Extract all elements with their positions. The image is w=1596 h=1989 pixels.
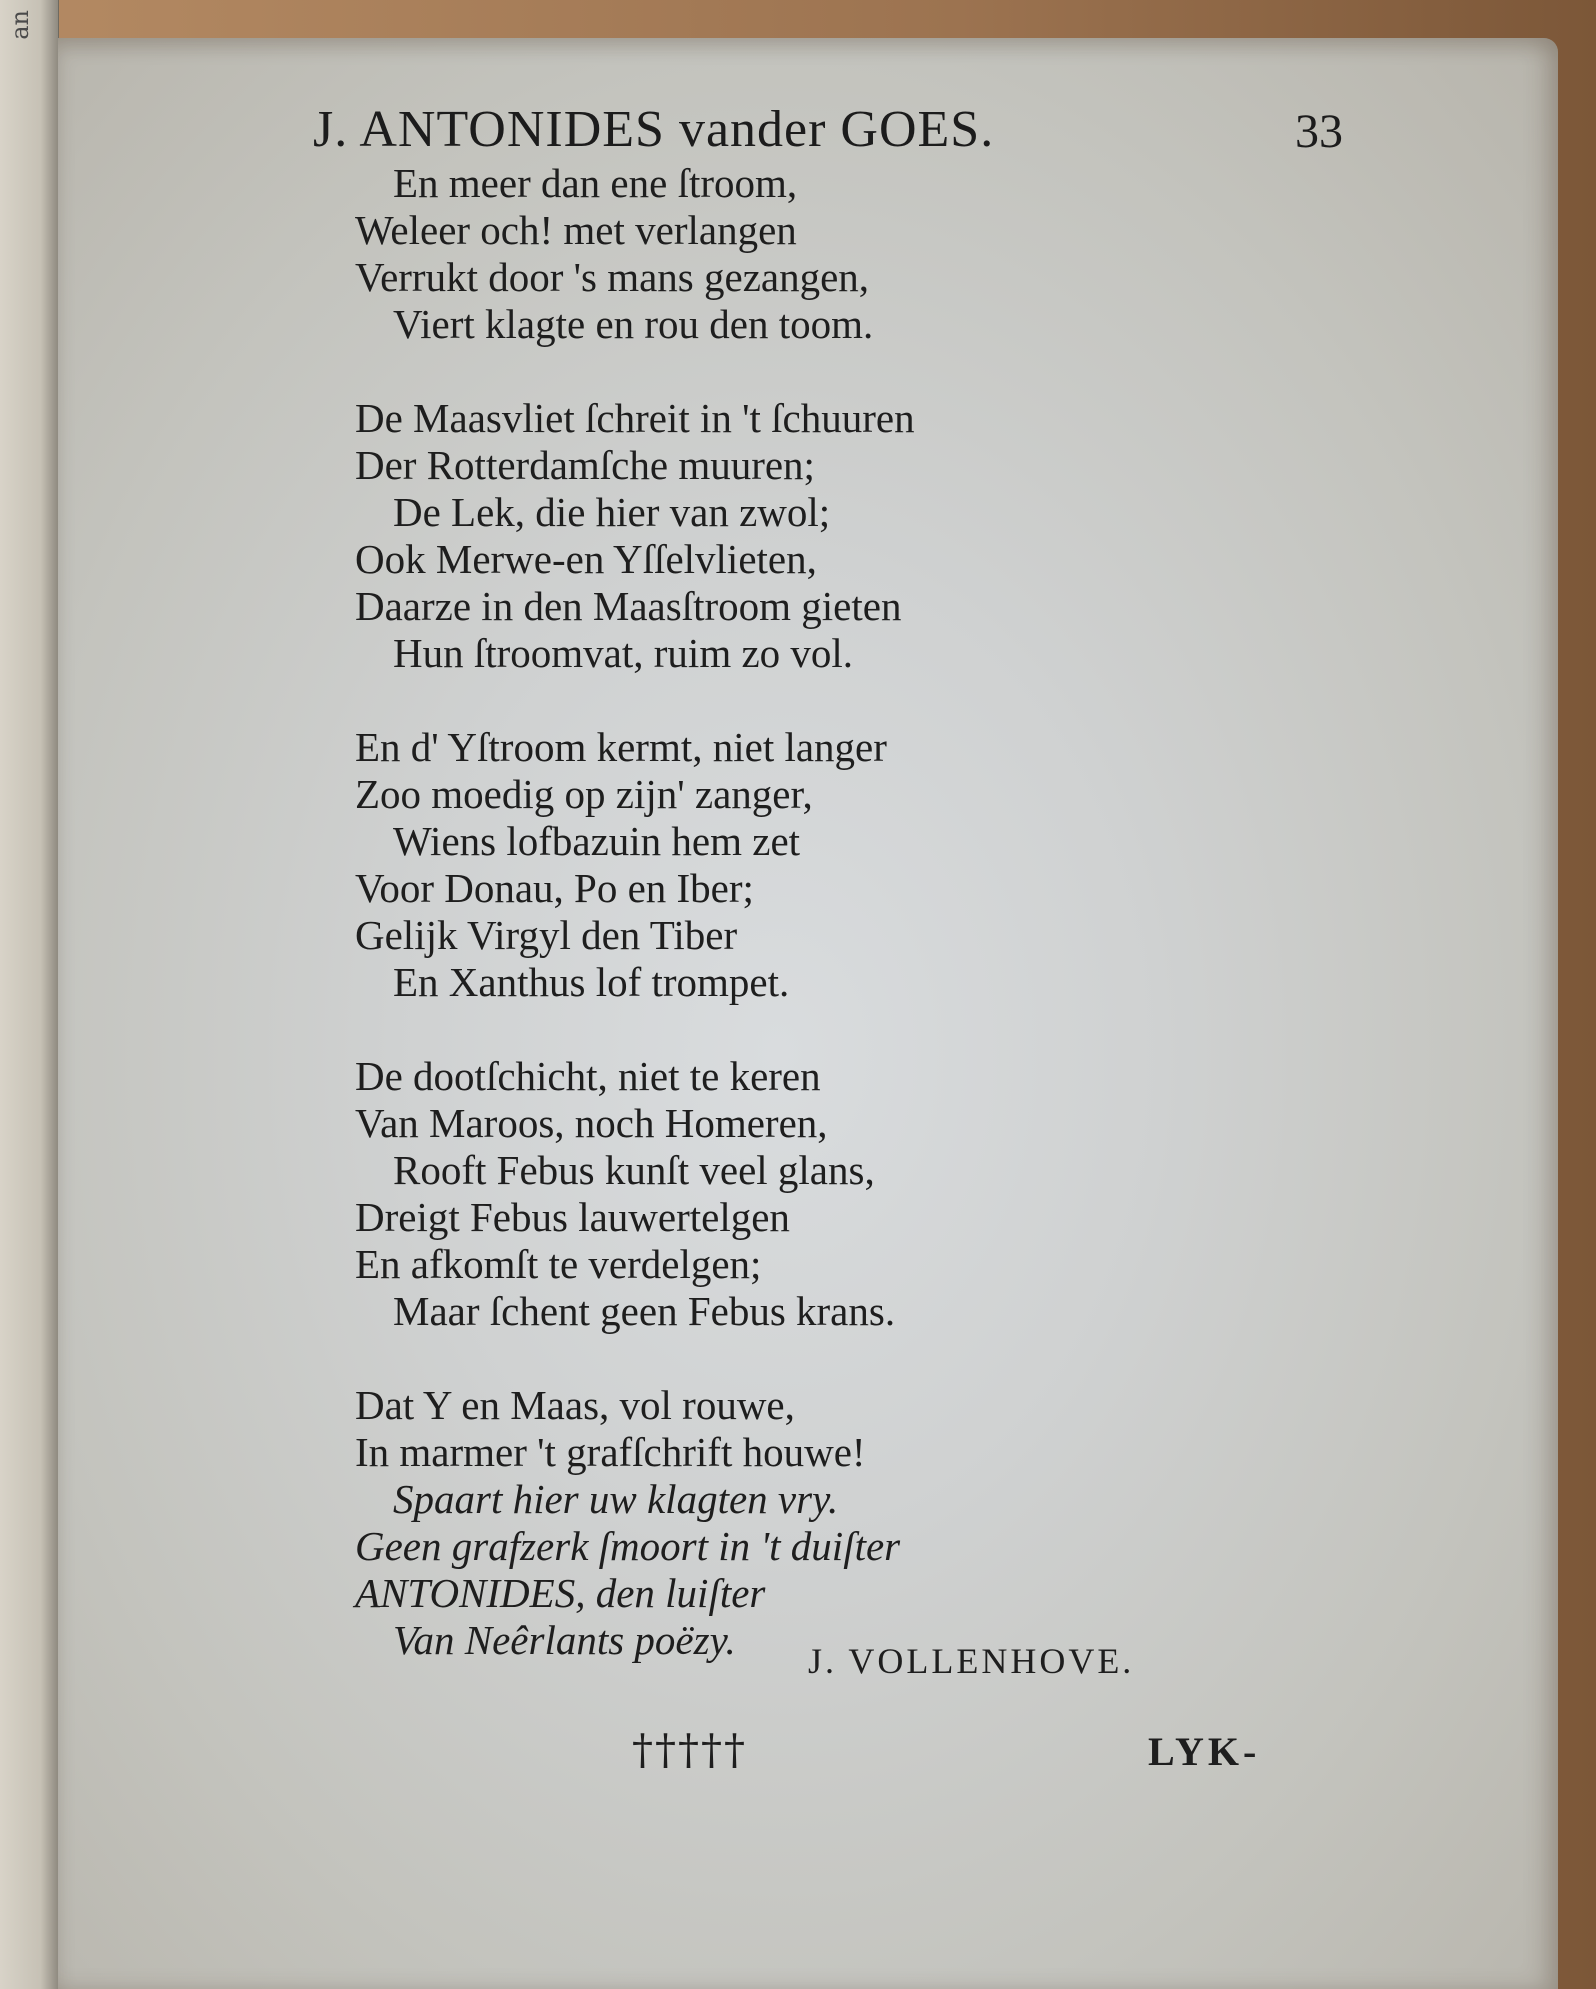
stanza — [355, 160, 1155, 348]
poem-line: De Lek, die hier van zwol; — [393, 489, 831, 535]
stanza — [355, 1053, 1155, 1335]
stanza — [355, 1382, 1155, 1664]
cross-ornament: ††††† — [632, 1725, 747, 1774]
poem-line: Zoo moedig op zijn' zanger, — [355, 771, 813, 817]
poem-line: Dreigt Febus lauwertelgen — [355, 1194, 790, 1240]
stanza — [355, 395, 1155, 677]
poem-line: Geen grafzerk ſmoort in 't duiſter — [355, 1523, 901, 1569]
page-number: 33 — [1295, 105, 1343, 158]
poem-line: En meer dan ene ſtroom, — [393, 160, 798, 206]
poem-line: Dat Y en Maas, vol rouwe, — [355, 1382, 795, 1428]
left-page-edge-text: an — [6, 10, 34, 40]
running-head: J. ANTONIDES vander GOES. — [313, 101, 995, 158]
left-page-edge — [0, 0, 59, 1989]
poem-line: Voor Donau, Po en Iber; — [355, 865, 754, 911]
stanza — [355, 724, 1155, 1006]
catchword: LYK- — [1148, 1729, 1261, 1774]
poem-line: Verrukt door 's mans gezangen, — [355, 254, 870, 300]
poem-line: Daarze in den Maasſtroom gieten — [355, 583, 902, 629]
poem-line: Ook Merwe-en Yſſelvlieten, — [355, 536, 817, 582]
poem-line: En afkomſt te verdelgen; — [355, 1241, 762, 1287]
poem-line: Van Neêrlants poëzy. — [393, 1617, 736, 1663]
poem-line: Gelijk Virgyl den Tiber — [355, 912, 738, 958]
poem-line: Van Maroos, noch Homeren, — [355, 1100, 828, 1146]
poem-line: De Maasvliet ſchreit in 't ſchuuren — [355, 395, 915, 441]
poem-line: Rooft Febus kunſt veel glans, — [393, 1147, 875, 1193]
poem-line: En Xanthus lof trompet. — [393, 959, 790, 1005]
poem-line: In marmer 't grafſchrift houwe! — [355, 1429, 866, 1475]
poem-line: Weleer och! met verlangen — [355, 207, 797, 253]
poem-line: En d' Yſtroom kermt, niet langer — [355, 724, 887, 770]
poem-line: ANTONIDES, den luiſter — [355, 1570, 766, 1616]
author-signature: J. VOLLENHOVE. — [808, 1641, 1135, 1681]
poem-line: Spaart hier uw klagten vry. — [393, 1476, 839, 1522]
poem-line: Der Rotterdamſche muuren; — [355, 442, 815, 488]
poem — [355, 160, 1155, 1711]
poem-line: Viert klagte en rou den toom. — [393, 301, 874, 347]
poem-line: De dootſchicht, niet te keren — [355, 1053, 821, 1099]
poem-line: Wiens lofbazuin hem zet — [393, 818, 801, 864]
poem-line: Maar ſchent geen Febus krans. — [393, 1288, 896, 1334]
poem-line: Hun ſtroomvat, ruim zo vol. — [393, 630, 854, 676]
